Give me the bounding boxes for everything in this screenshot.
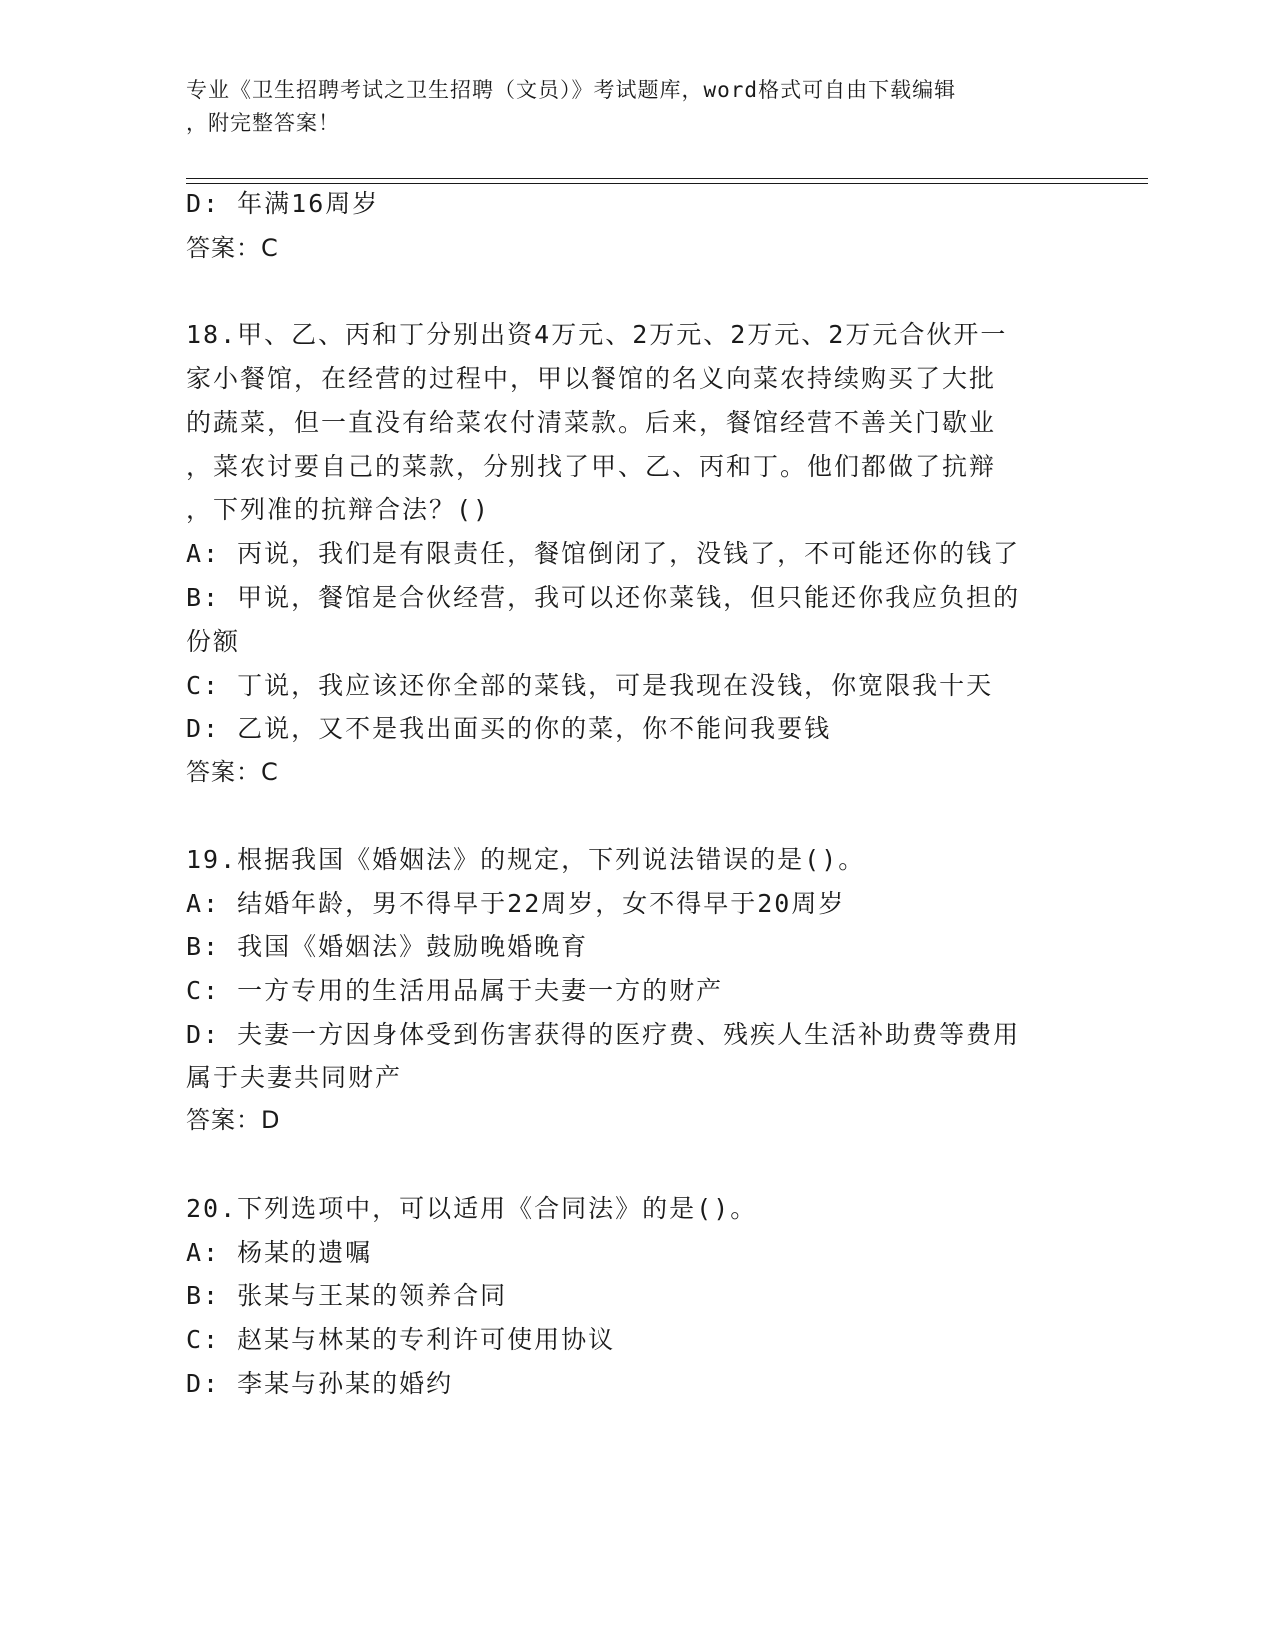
q19-option-d-line-2: 属于夫妻共同财产 xyxy=(186,1063,403,1092)
header-rule-top xyxy=(186,178,1148,179)
q18-stem-line-1: 18.甲、乙、丙和丁分别出资4万元、2万元、2万元、2万元合伙开一 xyxy=(186,320,1008,349)
q18-option-c: C: 丁说，我应该还你全部的菜钱，可是我现在没钱，你宽限我十天 xyxy=(186,671,994,700)
q18-stem-line-2: 家小餐馆，在经营的过程中，甲以餐馆的名义向菜农持续购买了大批 xyxy=(186,364,997,393)
document-header xyxy=(186,74,1086,140)
q20-option-a: A: 杨某的遗嘱 xyxy=(186,1238,373,1267)
q19-option-c: C: 一方专用的生活用品属于夫妻一方的财产 xyxy=(186,976,724,1005)
q20-option-c: C: 赵某与林某的专利许可使用协议 xyxy=(186,1325,616,1354)
q20-option-b: B: 张某与王某的领养合同 xyxy=(186,1281,508,1310)
q20-stem: 20.下列选项中，可以适用《合同法》的是()。 xyxy=(186,1194,758,1223)
q18-stem-line-4: ，菜农讨要自己的菜款，分别找了甲、乙、丙和丁。他们都做了抗辩 xyxy=(186,452,997,481)
q19-stem: 19.根据我国《婚姻法》的规定，下列说法错误的是()。 xyxy=(186,845,866,874)
header-title-line1: 专业《卫生招聘考试之卫生招聘（文员）》考试题库，word格式可自由下载编辑 xyxy=(186,78,957,102)
prev-answer: 答案：C xyxy=(186,234,279,262)
q19-option-d-line-1: D: 夫妻一方因身体受到伤害获得的医疗费、残疾人生活补助费等费用 xyxy=(186,1020,1021,1049)
q20-option-d: D: 李某与孙某的婚约 xyxy=(186,1369,454,1398)
header-rule-bottom xyxy=(186,183,1148,184)
q18-option-b-line-2: 份额 xyxy=(186,627,241,656)
q18-option-d: D: 乙说，又不是我出面买的你的菜，你不能问我要钱 xyxy=(186,714,832,743)
q18-option-b-line-1: B: 甲说，餐馆是合伙经营，我可以还你菜钱，但只能还你我应负担的 xyxy=(186,583,1021,612)
q18-stem-line-3: 的蔬菜，但一直没有给菜农付清菜款。后来，餐馆经营不善关门歇业 xyxy=(186,408,997,437)
q18-answer: 答案：C xyxy=(186,758,279,786)
prev-option-d: D: 年满16周岁 xyxy=(186,189,380,218)
q19-option-b: B: 我国《婚姻法》鼓励晚婚晚育 xyxy=(186,932,589,961)
q18-stem-line-5: ，下列准的抗辩合法？() xyxy=(186,495,491,524)
header-title-line2: ，附完整答案！ xyxy=(186,111,340,135)
q19-option-a: A: 结婚年龄，男不得早于22周岁，女不得早于20周岁 xyxy=(186,889,846,918)
q19-answer: 答案：D xyxy=(186,1106,281,1134)
q18-option-a: A: 丙说，我们是有限责任，餐馆倒闭了，没钱了，不可能还你的钱了 xyxy=(186,539,1021,568)
